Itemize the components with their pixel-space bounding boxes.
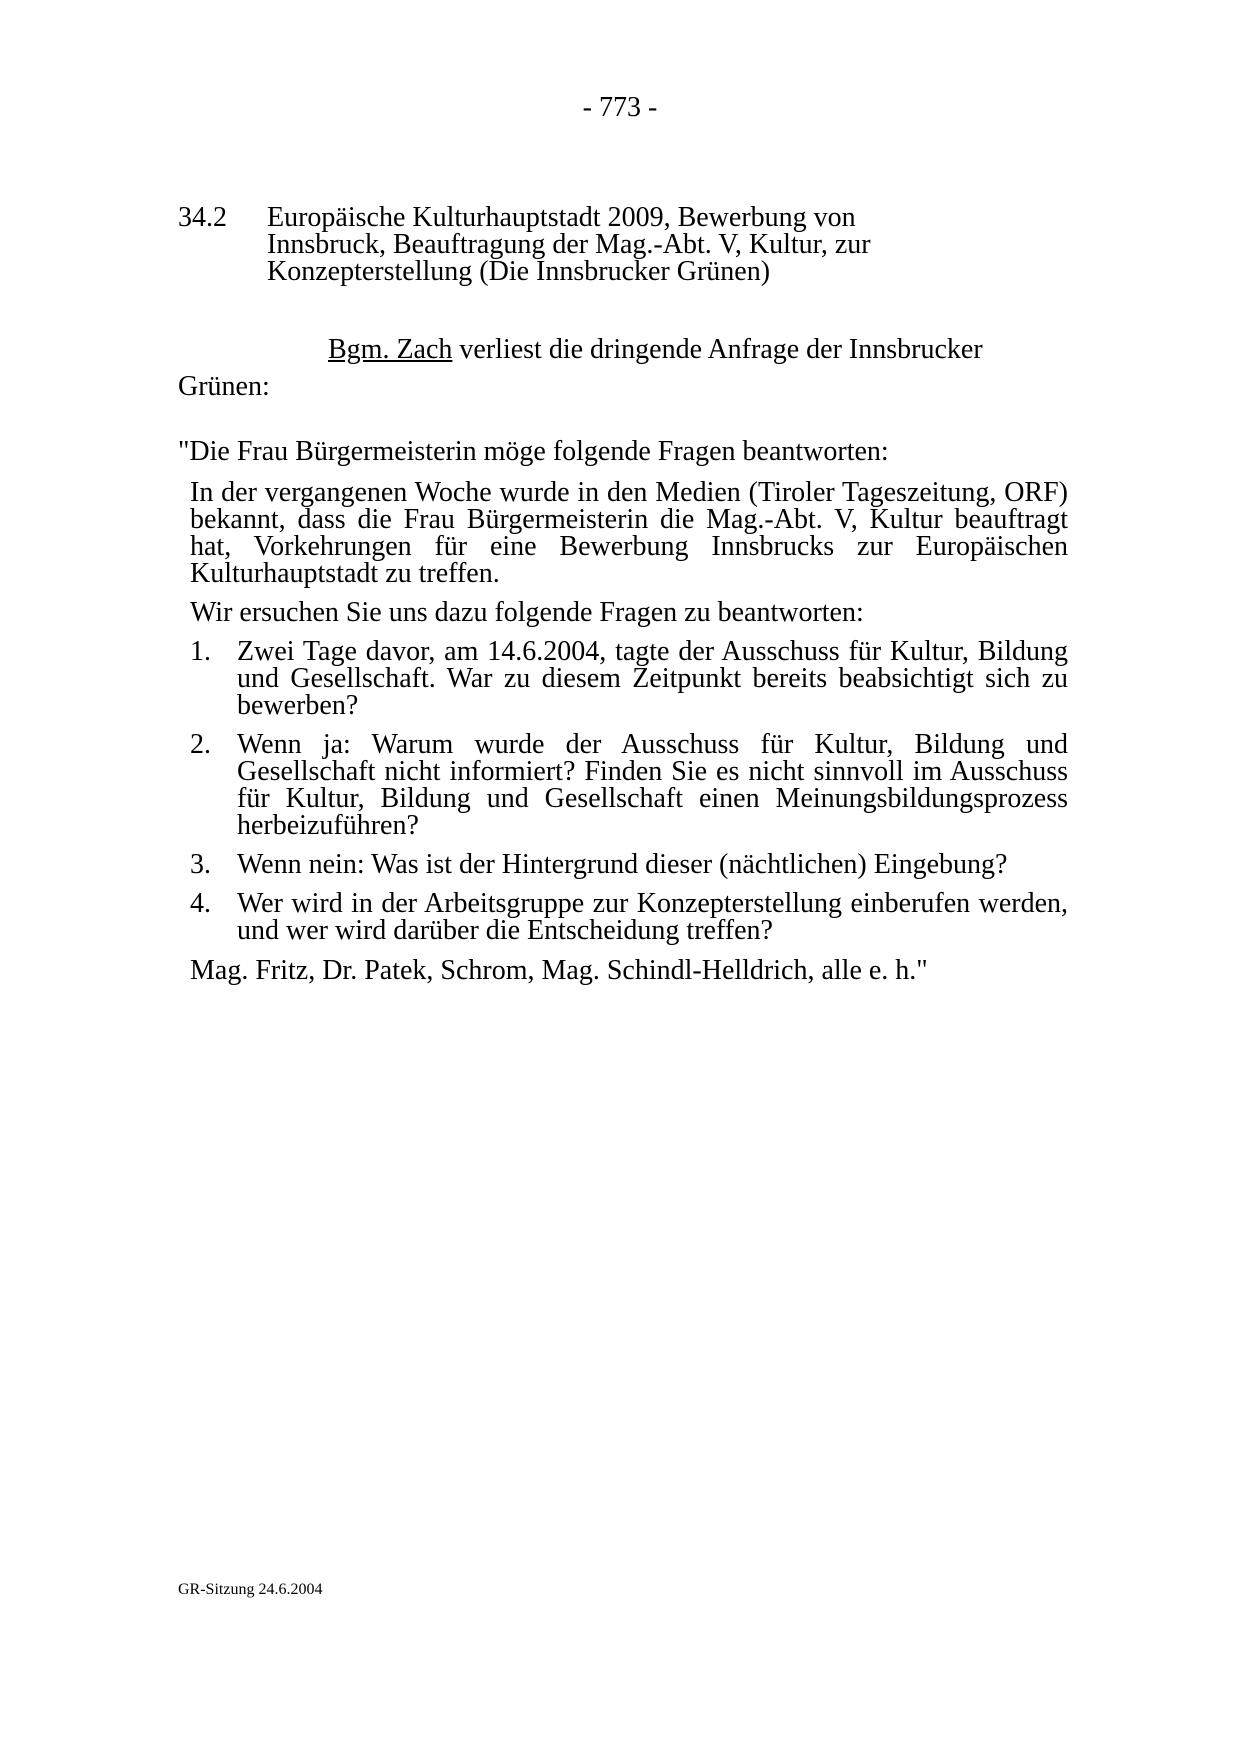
question-item: [190, 851, 1068, 878]
section-heading: [178, 204, 938, 285]
question-list: [190, 638, 1068, 944]
quote-opening: "Die Frau Bürgermeisterin möge folgende Fragen beantworten:: [178, 436, 889, 467]
speaker-name: Bgm. Zach: [328, 334, 453, 365]
intro-paragraph: [178, 331, 1068, 405]
inquiry-paragraph-2: Wir ersuchen Sie uns dazu folgende Fragen zu beantworten:: [190, 597, 864, 628]
question-number: 4.: [190, 888, 211, 919]
question-text: Wenn nein: Was ist der Hintergrund dieser (nächtlichen) Eingebung?: [237, 849, 1008, 880]
section-number: 34.2: [178, 202, 227, 233]
question-text: Wenn ja: Warum wurde der Ausschuss für Kultur, Bildung und Gesellschaft nicht informiert? Finden Sie es nicht sinnvoll im Ausschuss für Kultur, Bildung und Gesellschaft einen Meinungsbildungsprozess herbeizuführen?: [237, 729, 1068, 841]
question-text: Zwei Tage davor, am 14.6.2004, tagte der Ausschuss für Kultur, Bildung und Gesellschaft. War zu diesem Zeitpunkt bereits beabsichtigt sich zu bewerben?: [237, 636, 1068, 721]
question-number: 2.: [190, 729, 211, 760]
question-text: Wer wird in der Arbeitsgruppe zur Konzepterstellung einberufen werden, und wer wird darüber die Entscheidung treffen?: [237, 888, 1068, 946]
question-number: 3.: [190, 849, 211, 880]
footer-session-date: GR-Sitzung 24.6.2004: [178, 1581, 323, 1598]
question-item: [190, 890, 1068, 944]
question-item: [190, 638, 1068, 719]
inquiry-body: [190, 479, 1068, 986]
section-title: Europäische Kulturhauptstadt 2009, Bewerbung von Innsbruck, Beauftragung der Mag.-Abt. V, Kultur, zur Konzepterstellung (Die Innsbrucker Grünen): [267, 202, 871, 287]
intro-text: verliest die dringende Anfrage der Innsbrucker Grünen:: [178, 334, 983, 402]
question-item: [190, 731, 1068, 839]
page-number: - 773 -: [582, 92, 658, 123]
signers-line: Mag. Fritz, Dr. Patek, Schrom, Mag. Schindl-Helldrich, alle e. h.": [190, 955, 928, 986]
question-number: 1.: [190, 636, 211, 667]
inquiry-paragraph-1: In der vergangenen Woche wurde in den Medien (Tiroler Tageszeitung, ORF) bekannt, dass die Frau Bürgermeisterin die Mag.-Abt. V, Kultur beauftragt hat, Vorkehrungen für eine Bewerbung Innsbrucks zur Europäischen Kulturhauptstadt zu treffen.: [190, 477, 1068, 589]
